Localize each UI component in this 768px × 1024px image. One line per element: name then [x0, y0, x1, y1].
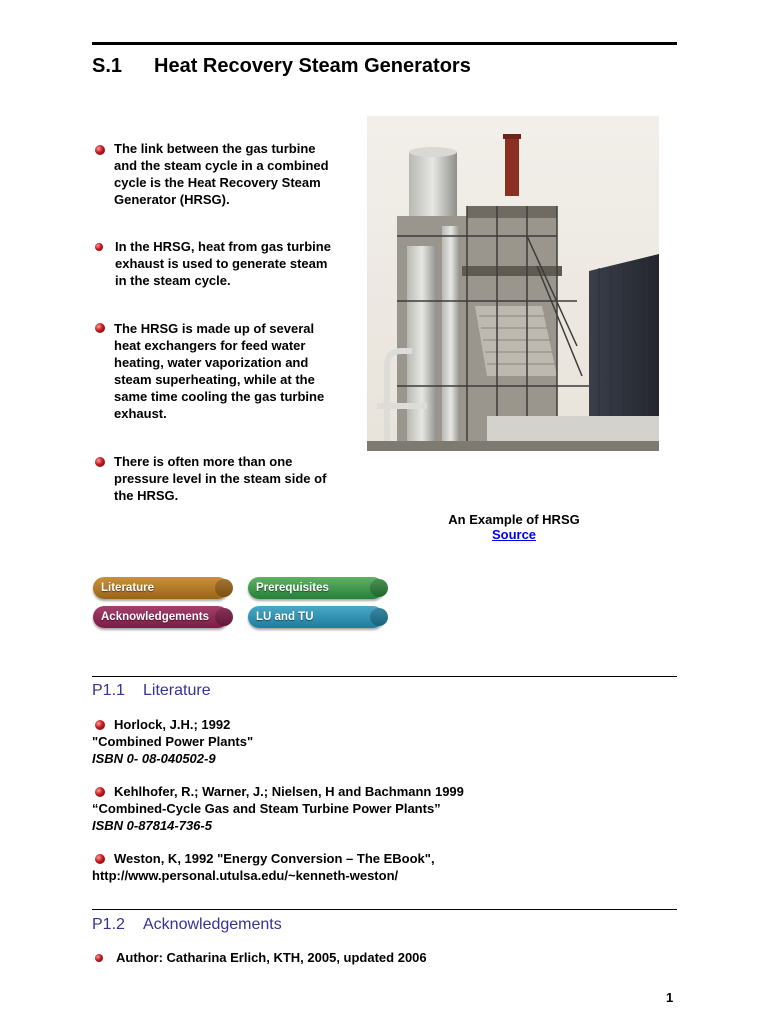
prerequisites-button[interactable]: Prerequisites — [248, 577, 384, 599]
top-rule — [92, 42, 677, 45]
bullet-icon — [95, 457, 105, 467]
section-number: S.1 — [92, 55, 123, 77]
literature-heading: P1.1 Literature — [92, 682, 211, 699]
author-credit: Author: Catharina Erlich, KTH, 2005, updated 2006 — [116, 950, 427, 965]
section-divider — [92, 676, 677, 677]
bullet-icon — [95, 243, 103, 251]
page-number: 1 — [666, 990, 674, 1005]
section-heading — [92, 55, 471, 78]
lu-tu-button[interactable]: LU and TU — [248, 606, 384, 628]
bullet-text-2: In the HRSG, heat from gas turbine exhaust is used to generate steam in the steam cycle. — [115, 239, 331, 288]
section-title: Heat Recovery Steam Generators — [154, 55, 471, 77]
source-link[interactable]: Source — [491, 527, 537, 542]
bullet-text-4: There is often more than one pressure level in the steam side of the HRSG. — [114, 454, 327, 503]
bullet-text-3: The HRSG is made up of several heat exchangers for feed water heating, water vaporization and steam superheating, while at the same time cooling the gas turbine exhaust. — [114, 321, 325, 421]
hrsg-photo — [367, 116, 659, 451]
acknowledgements-button[interactable]: Acknowledgements — [93, 606, 229, 628]
reference-1: Horlock, J.H.; 1992 "Combined Power Plants" ISBN 0- 08-040502-9 — [92, 717, 254, 766]
literature-button[interactable]: Literature — [93, 577, 229, 599]
reference-2: Kehlhofer, R.; Warner, J.; Nielsen, H and Bachmann 1999 “Combined-Cycle Gas and Steam Turbine Power Plants” ISBN 0-87814-736-5 — [92, 784, 464, 833]
bullet-icon — [95, 954, 103, 962]
figure-caption-text: An Example of HRSG — [448, 512, 580, 527]
reference-3: Weston, K, 1992 "Energy Conversion – The EBook", http://www.personal.utulsa.edu/~kenneth-weston/ — [92, 851, 435, 883]
bullet-icon — [95, 323, 105, 333]
acknowledgements-heading: P1.2 Acknowledgements — [92, 916, 282, 933]
bullet-text-1: The link between the gas turbine and the steam cycle in a combined cycle is the Heat Recovery Steam Generator (HRSG). — [114, 141, 329, 207]
section-divider — [92, 909, 677, 910]
figure-caption — [414, 512, 614, 542]
bullet-icon — [95, 145, 105, 155]
